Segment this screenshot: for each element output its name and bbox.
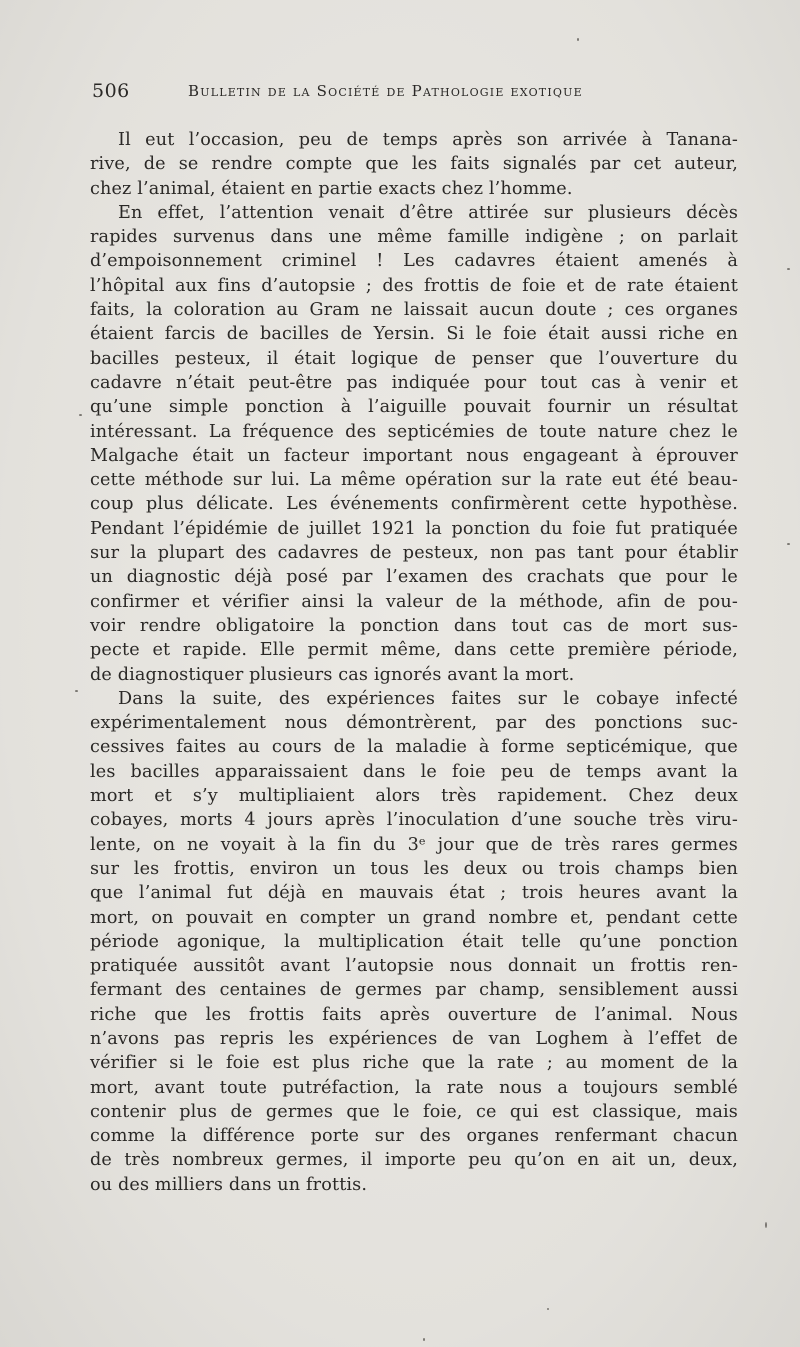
text-line: Malgache était un facteur important nous engageant à éprouver xyxy=(90,445,738,466)
text-line: l’hôpital aux fins d’autopsie ; des frottis de foie et de rate étaient xyxy=(90,275,738,296)
scan-speck xyxy=(787,543,790,545)
text-line: En effet, l’attention venait d’être attirée sur plusieurs décès xyxy=(118,202,738,223)
scan-speck xyxy=(765,1222,767,1228)
text-line: cessives faites au cours de la maladie à forme septicémique, que xyxy=(90,737,738,758)
text-line: fermant des centaines de germes par champ, sensiblement aussi xyxy=(90,980,738,1001)
text-line: chez l’animal, étaient en partie exacts chez l’homme. xyxy=(90,178,573,199)
text-line: voir rendre obligatoire la ponction dans tout cas de mort sus- xyxy=(90,615,738,636)
scan-speck xyxy=(423,1338,425,1341)
text-line: bacilles pesteux, il était logique de penser que l’ouverture du xyxy=(90,348,738,369)
text-line: pecte et rapide. Elle permit même, dans cette première période, xyxy=(90,640,738,661)
text-line: mort, on pouvait en compter un grand nombre et, pendant cette xyxy=(90,907,738,928)
text-line: comme la différence porte sur des organes renfermant chacun xyxy=(90,1126,738,1147)
text-line: intéressant. La fréquence des septicémies de toute nature chez le xyxy=(90,421,738,442)
page-number: 506 xyxy=(92,80,130,102)
text-line: cadavre n’était peut-être pas indiquée pour tout cas à venir et xyxy=(90,372,738,393)
page-header xyxy=(92,80,742,110)
body-text xyxy=(90,128,738,1197)
text-line: cobayes, morts 4 jours après l’inoculation d’une souche très viru- xyxy=(90,810,738,831)
text-line: mort, avant toute putréfaction, la rate nous a toujours semblé xyxy=(90,1077,738,1098)
text-line: contenir plus de germes que le foie, ce qui est classique, mais xyxy=(90,1101,738,1122)
text-line: Pendant l’épidémie de juillet 1921 la ponction du foie fut pratiquée xyxy=(90,518,738,539)
text-line: rapides survenus dans une même famille indigène ; on parlait xyxy=(90,227,738,248)
text-line: que l’animal fut déjà en mauvais état ; trois heures avant la xyxy=(90,883,738,904)
text-line: qu’une simple ponction à l’aiguille pouvait fournir un résultat xyxy=(90,397,738,418)
text-line: n’avons pas repris les expériences de van Loghem à l’effet de xyxy=(90,1028,738,1049)
text-line: les bacilles apparaissaient dans le foie peu de temps avant la xyxy=(90,761,738,782)
text-line: faits, la coloration au Gram ne laissait aucun doute ; ces organes xyxy=(90,300,738,321)
text-line: confirmer et vérifier ainsi la valeur de la méthode, afin de pou- xyxy=(90,591,738,612)
text-line: de très nombreux germes, il importe peu qu’on en ait un, deux, xyxy=(90,1150,738,1171)
text-line: période agonique, la multiplication était telle qu’une ponction xyxy=(90,931,738,952)
text-line: cette méthode sur lui. La même opération sur la rate eut été beau- xyxy=(90,470,738,491)
text-line: Il eut l’occasion, peu de temps après son arrivée à Tanana- xyxy=(118,130,738,150)
text-line: coup plus délicate. Les événements confirmèrent cette hypothèse. xyxy=(90,494,738,515)
text-line: sur les frottis, environ un tous les deux ou trois champs bien xyxy=(90,858,738,879)
text-line: rive, de se rendre compte que les faits signalés par cet auteur, xyxy=(90,154,738,175)
text-line: Dans la suite, des expériences faites sur le cobaye infecté xyxy=(118,688,738,709)
scan-speck xyxy=(547,1308,549,1310)
text-line: vérifier si le foie est plus riche que la rate ; au moment de la xyxy=(90,1053,738,1074)
text-line: de diagnostiquer plusieurs cas ignorés avant la mort. xyxy=(90,664,575,685)
text-line: expérimentalement nous démontrèrent, par des ponctions suc- xyxy=(90,713,738,734)
text-line: lente, on ne voyait à la fin du 3ᵉ jour que de très rares germes xyxy=(90,834,738,855)
scan-speck xyxy=(787,268,790,270)
text-line: riche que les frottis faits après ouverture de l’animal. Nous xyxy=(90,1004,738,1025)
text-line: pratiquée aussitôt avant l’autopsie nous donnait un frottis ren- xyxy=(90,956,738,977)
text-line: un diagnostic déjà posé par l’examen des crachats que pour le xyxy=(90,567,738,588)
text-line: étaient farcis de bacilles de Yersin. Si le foie était aussi riche en xyxy=(90,324,738,345)
text-line: ou des milliers dans un frottis. xyxy=(90,1174,368,1195)
scan-speck xyxy=(79,414,82,416)
text-line: d’empoisonnement criminel ! Les cadavres étaient amenés à xyxy=(90,251,738,272)
text-line: sur la plupart des cadavres de pesteux, non pas tant pour établir xyxy=(90,543,738,564)
text-line: mort et s’y multipliaient alors très rapidement. Chez deux xyxy=(90,786,738,807)
scan-speck xyxy=(75,690,78,692)
running-title: Bulletin de la Société de Pathologie exotique xyxy=(188,82,583,100)
scan-speck xyxy=(577,38,579,41)
